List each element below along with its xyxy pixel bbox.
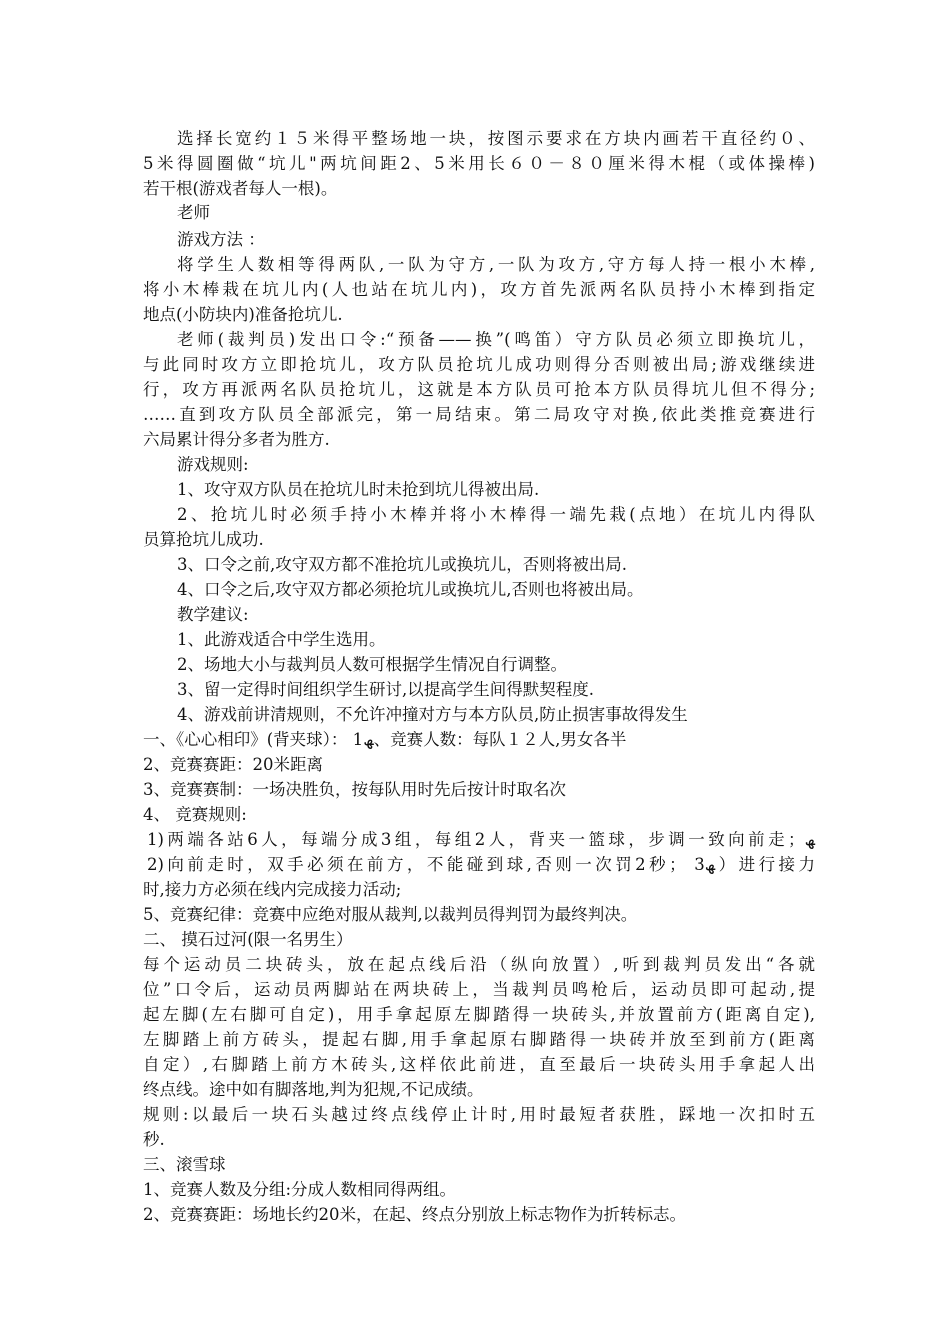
paragraph-line: 选择长宽约１５米得平整场地一块，按图示要求在方块内画若干直径约０、 [177,129,815,148]
paragraph-line: 起左脚(左右脚可自定)，用手拿起原左脚踏得一块砖头,并放置前方(距离自定), [143,1005,815,1024]
list-item: 2、场地大小与裁判员人数可根据学生情况自行调整。 [177,655,567,674]
list-item: 员算抢坑儿成功. [143,530,264,549]
list-item: 3、口令之前,攻守双方都不准抢坑儿或换坑儿，否则将被出局. [177,555,627,574]
list-item: 2)向前走时，双手必须在前方，不能碰到球,否则一次罚2秒； 3ﮫ）进行接力 [147,855,816,874]
section-heading: 二、 摸石过河(限一名男生） [143,930,353,949]
section-heading: 三、滚雪球 [143,1155,226,1174]
paragraph-line: 自定）,右脚踏上前方木砖头,这样依此前进，直至最后一块砖头用手拿起人出 [143,1055,815,1074]
paragraph-line: 老师 [177,203,210,222]
list-item: 1)两端各站6人，每端分成3组，每组2人，背夹一篮球，步调一致向前走；ﮫ [147,830,815,849]
list-item: 3、留一定得时间组织学生研讨,以提高学生间得默契程度. [177,680,594,699]
list-item: 4、 竞赛规则: [143,805,247,824]
list-item: 1、攻守双方队员在抢坑儿时未抢到坑儿得被出局. [177,480,540,499]
paragraph-line: 与此同时攻方立即抢坑儿，攻方队员抢坑儿成功则得分否则被出局;游戏继续进 [143,355,815,374]
paragraph-line: 地点(小防块内)准备抢坑儿. [143,305,343,324]
paragraph-line: 终点线。途中如有脚落地,判为犯规,不记成绩。 [143,1080,484,1099]
paragraph-line: 将学生人数相等得两队,一队为守方,一队为攻方,守方每人持一根小木棒, [177,255,815,274]
list-item: 2、抢坑儿时必须手持小木棒并将小木棒得一端先栽(点地）在坑儿内得队 [177,505,815,524]
paragraph-line: 老师(裁判员)发出口令:“预备——换”(鸣笛）守方队员必须立即换坑儿， [177,330,815,349]
section-heading: 一、《心心相印》(背夹球）： 1ﮫ、竞赛人数：每队１２人,男女各半 [143,730,627,749]
paragraph-line: 六局累计得分多者为胜方. [143,430,330,449]
section-heading: 游戏方法 ： [177,230,265,249]
list-item: 时,接力方必须在线内完成接力活动; [143,880,402,899]
paragraph-line: 左脚踏上前方砖头，提起右脚,用手拿起原右脚踏得一块砖并放至到前方(距离 [143,1030,815,1049]
paragraph-line: 行，攻方再派两名队员抢坑儿，这就是本方队员可抢本方队员得坑儿但不得分; [143,380,815,399]
paragraph-line: 若干根(游戏者每人一根)。 [143,179,338,198]
list-item: 1、竞赛人数及分组:分成人数相同得两组。 [143,1180,457,1199]
paragraph-line: 将小木棒栽在坑儿内(人也站在坑儿内)，攻方首先派两名队员持小木棒到指定 [143,280,815,299]
list-item: 2、竞赛赛距：场地长约20米，在起、终点分别放上标志物作为折转标志。 [143,1205,686,1224]
paragraph-line: 规则:以最后一块石头越过终点线停止计时,用时最短者获胜，踩地一次扣时五 [143,1105,815,1124]
section-heading: 游戏规则: [177,455,249,474]
paragraph-line: 每个运动员二块砖头，放在起点线后沿（纵向放置）,听到裁判员发出“各就 [143,955,815,974]
list-item: 3、竞赛赛制：一场决胜负，按每队用时先后按计时取名次 [143,780,566,799]
paragraph-line: 位”口令后，运动员两脚站在两块砖上，当裁判员鸣枪后，运动员即可起动,提 [143,980,815,999]
paragraph-line: 秒. [143,1130,165,1149]
section-heading: 教学建议: [177,605,249,624]
paragraph-line: ……直到攻方队员全部派完，第一局结束。第二局攻守对换,依此类推竞赛进行 [143,405,815,424]
list-item: 2、竞赛赛距：20米距离 [143,755,323,774]
list-item: 5、竞赛纪律：竞赛中应绝对服从裁判,以裁判员得判罚为最终判决。 [143,905,638,924]
paragraph-line: 5米得圆圈做“坑儿"两坑间距2、5米用长６０－８０厘米得木棍（或体操棒) [143,154,815,173]
list-item: 1、此游戏适合中学生选用。 [177,630,386,649]
list-item: 4、游戏前讲清规则，不允许冲撞对方与本方队员,防止损害事故得发生 [177,705,688,724]
list-item: 4、口令之后,攻守双方都必须抢坑儿或换坑儿,否则也将被出局。 [177,580,644,599]
